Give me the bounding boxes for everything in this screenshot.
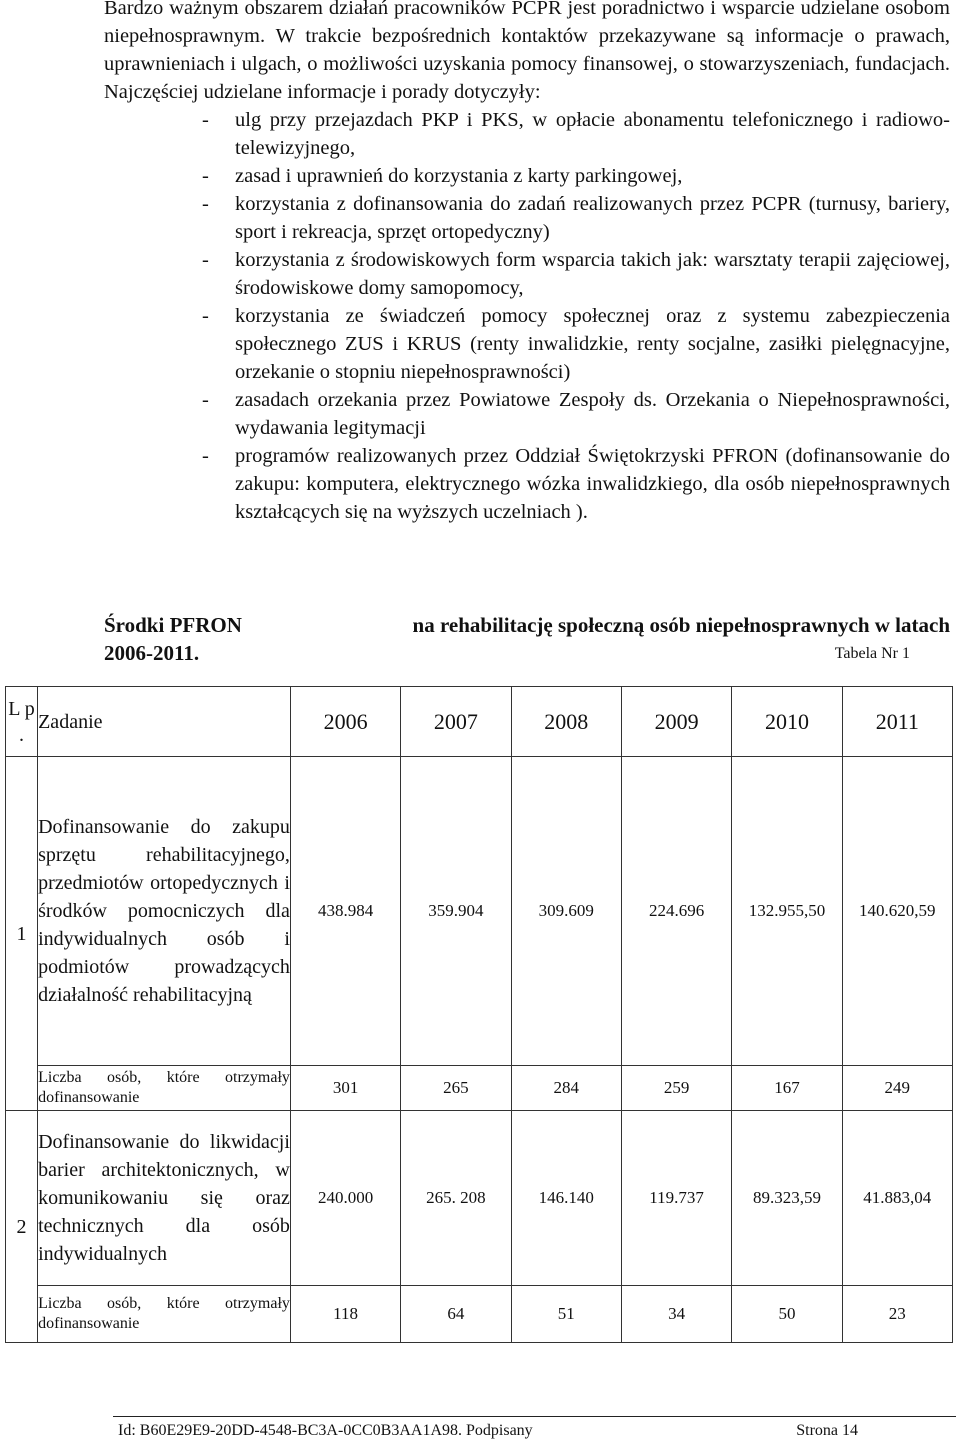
list-item: - korzystania z środowiskowych form wsparcia takich jak: warsztaty terapii zajęciowej, środowiskowe domy samopomocy, xyxy=(202,249,950,299)
list-item-text: programów realizowanych przez Oddział Świętokrzyski PFRON (dofinansowanie do zakupu: komputera, elektrycznego wózka inwalidzkiego, dla osób niepełnosprawnych kształcących się na wyższych uczelniach ). xyxy=(235,445,950,523)
lp-header: L p . xyxy=(6,687,38,757)
amount-cell: 146.140 xyxy=(511,1111,621,1286)
amount-cell: 438.984 xyxy=(290,757,400,1066)
amount-cell: 224.696 xyxy=(621,757,731,1066)
page-footer xyxy=(118,1422,858,1440)
task-description: Dofinansowanie do likwidacji barier architektonicznych, w komunikowaniu się oraz technicznych dla osób indywidualnych xyxy=(38,1111,291,1286)
row-number: 2 xyxy=(6,1111,38,1343)
header-row xyxy=(6,687,953,757)
footer-divider xyxy=(113,1416,956,1417)
count-cell: 167 xyxy=(732,1065,842,1110)
intro-section xyxy=(104,0,950,526)
count-cell: 118 xyxy=(290,1286,400,1343)
page-number: Strona 14 xyxy=(796,1422,858,1439)
intro-paragraph: Bardzo ważnym obszarem działań pracowników PCPR jest poradnictwo i wsparcie udzielane osobom niepełnosprawnym. W trakcie bezpośrednich kontaktów przekazywane są informacje o prawach, uprawnieniach i ulgach, o możliwości uzyskania pomocy finansowej, o stowarzyszeniach, fundacjach. Najczęściej udzielane informacje i porady dotyczyły: xyxy=(104,0,950,103)
heading-part-b: na rehabilitację społeczną osób niepełnosprawnych w latach xyxy=(412,613,950,637)
year-header: 2007 xyxy=(401,687,511,757)
table-row xyxy=(6,1286,953,1343)
list-item: - zasad i uprawnień do korzystania z karty parkingowej, xyxy=(202,165,683,187)
count-cell: 34 xyxy=(621,1286,731,1343)
year-header: 2010 xyxy=(732,687,842,757)
pfron-funds-table xyxy=(5,686,953,1343)
task-header: Zadanie xyxy=(38,687,291,757)
amount-cell: 265. 208 xyxy=(401,1111,511,1286)
amount-cell: 119.737 xyxy=(621,1111,731,1286)
count-cell: 284 xyxy=(511,1065,621,1110)
year-header: 2008 xyxy=(511,687,621,757)
count-cell: 51 xyxy=(511,1286,621,1343)
year-header: 2006 xyxy=(290,687,400,757)
list-item: - ulg przy przejazdach PKP i PKS, w opłacie abonamentu telefonicznego i radiowo-telewizyjnego, xyxy=(202,109,950,159)
amount-cell: 41.883,04 xyxy=(842,1111,952,1286)
list-item-text: korzystania ze świadczeń pomocy społecznej oraz z systemu zabezpieczenia społecznego ZUS i KRUS (renty inwalidzkie, renty socjalne, zasiłki pielęgnacyjne, orzekanie o stopniu niepełnosprawności) xyxy=(235,305,950,383)
count-cell: 249 xyxy=(842,1065,952,1110)
table-caption: Tabela Nr 1 xyxy=(834,645,910,662)
row-number: 1 xyxy=(6,757,38,1111)
amount-cell: 132.955,50 xyxy=(732,757,842,1066)
amount-cell: 240.000 xyxy=(290,1111,400,1286)
amount-cell: 309.609 xyxy=(511,757,621,1066)
list-item-text: korzystania z dofinansowania do zadań realizowanych przez PCPR (turnusy, bariery, sport i rekreacja, sprzęt ortopedyczny) xyxy=(235,193,950,243)
table-row xyxy=(6,1111,953,1286)
count-cell: 265 xyxy=(401,1065,511,1110)
heading-years: 2006-2011. xyxy=(104,641,200,665)
count-cell: 259 xyxy=(621,1065,731,1110)
amount-cell: 359.904 xyxy=(401,757,511,1066)
list-item-text: ulg przy przejazdach PKP i PKS, w opłacie abonamentu telefonicznego i radiowo-telewizyjnego, xyxy=(235,109,950,159)
list-item-text: zasad i uprawnień do korzystania z karty parkingowej, xyxy=(235,165,683,187)
count-cell: 64 xyxy=(401,1286,511,1343)
list-item-text: zasadach orzekania przez Powiatowe Zespoły ds. Orzekania o Niepełnosprawności, wydawania legitymacji xyxy=(235,389,950,439)
amount-cell: 140.620,59 xyxy=(842,757,952,1066)
count-cell: 23 xyxy=(842,1286,952,1343)
task-description: Dofinansowanie do zakupu sprzętu rehabilitacyjnego, przedmiotów ortopedycznych i środków pomocniczych dla indywidualnych osób i podmiotów prowadzących działalność rehabilitacyjną xyxy=(38,757,291,1066)
list-item: - zasadach orzekania przez Powiatowe Zespoły ds. Orzekania o Niepełnosprawności, wydawania legitymacji xyxy=(202,389,950,439)
year-header: 2009 xyxy=(621,687,731,757)
heading-part-a: Środki PFRON xyxy=(104,613,242,637)
list-item: - korzystania ze świadczeń pomocy społecznej oraz z systemu zabezpieczenia społecznego ZUS i KRUS (renty inwalidzkie, renty socjalne, zasiłki pielęgnacyjne, orzekanie o stopniu niepełnosprawności) xyxy=(202,305,950,383)
advice-topics-list xyxy=(104,106,950,526)
document-id: Id: B60E29E9-20DD-4548-BC3A-0CC0B3AA1A98. Podpisany xyxy=(118,1422,533,1439)
year-header: 2011 xyxy=(842,687,952,757)
table-row xyxy=(6,757,953,1066)
list-item-text: korzystania z środowiskowych form wsparcia takich jak: warsztaty terapii zajęciowej, środowiskowe domy samopomocy, xyxy=(235,249,950,299)
count-cell: 50 xyxy=(732,1286,842,1343)
count-label: Liczba osób, które otrzymały dofinansowanie xyxy=(38,1065,291,1110)
list-item: - korzystania z dofinansowania do zadań realizowanych przez PCPR (turnusy, bariery, sport i rekreacja, sprzęt ortopedyczny) xyxy=(202,193,950,243)
count-label: Liczba osób, które otrzymały dofinansowanie xyxy=(38,1286,291,1343)
table-row xyxy=(6,1065,953,1110)
section-heading xyxy=(104,611,950,667)
amount-cell: 89.323,59 xyxy=(732,1111,842,1286)
count-cell: 301 xyxy=(290,1065,400,1110)
list-item: - programów realizowanych przez Oddział Świętokrzyski PFRON (dofinansowanie do zakupu: komputera, elektrycznego wózka inwalidzkiego, dla osób niepełnosprawnych kształcących się na wyższych uczelniach ). xyxy=(202,445,950,523)
